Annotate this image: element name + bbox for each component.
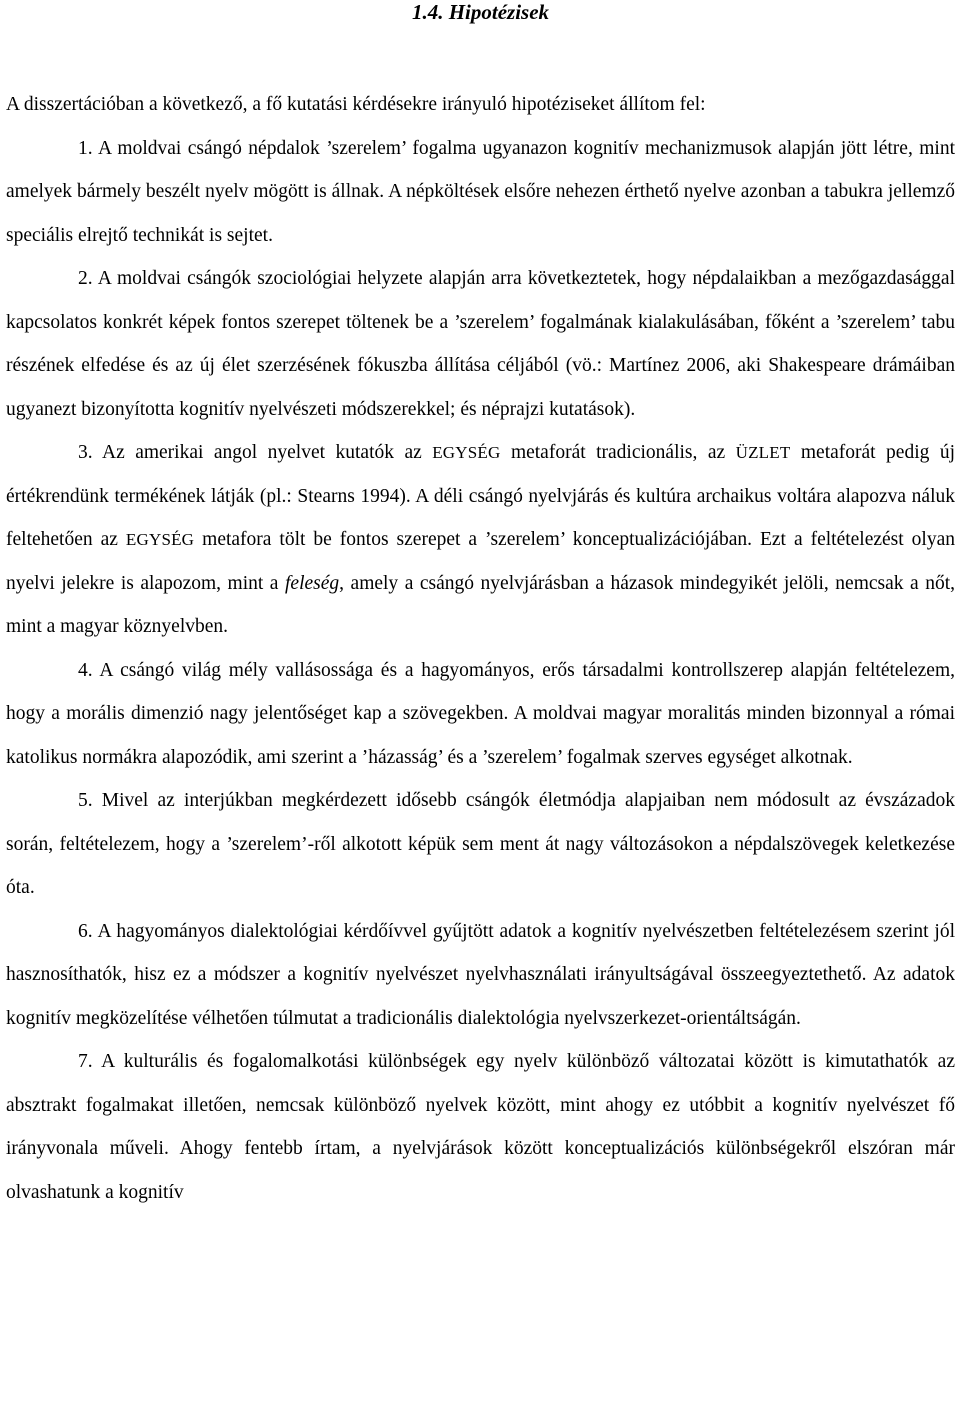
- intro-paragraph: A disszertációban a következő, a fő kutatási kérdésekre irányuló hipotéziseket állítom fel:: [6, 94, 706, 115]
- unity-metaphor-term: EGYSÉG: [432, 443, 501, 462]
- document-page: [6, 0, 955, 1214]
- hypothesis-3-text-e: , amely a csángó nyelvjárásban a házasok mindegyikét jelöli, nemcsak a nőt, mint a magyar köznyelvben.: [6, 572, 956, 637]
- hypothesis-5: 5. Mivel az interjúkban megkérdezett idősebb csángók életmódja alapjaiban nem módosult az évszázadok során, feltételezem, hogy a ’szerelem’-ről alkotott képük sem ment át nagy változásokon a népdalszövegek keletkezése óta.: [6, 790, 955, 898]
- hypothesis-3-text-c: metaforát pedig új értékrendünk termékének látják (pl.: Stearns 1994). A déli csángó nyelvjárás és kultúra archaikus voltára alapozva náluk feltehetően az: [6, 442, 955, 550]
- section-heading: 1.4. Hipotézisek: [411, 0, 550, 24]
- hypothesis-3-text-d: metafora tölt be fontos szerepet a ’szerelem’ konceptualizációjában. Ezt a feltételezést olyan nyelvi jelekre is alapozom, mint a: [6, 529, 955, 594]
- unity-metaphor-term-2: EGYSÉG: [125, 530, 195, 549]
- hypothesis-3: [6, 431, 955, 649]
- hypothesis-2: 2. A moldvai csángók szociológiai helyzete alapján arra következtetek, hogy népdalaikban a mezőgazdasággal kapcsolatos konkrét képek fontos szerepet töltenek be a ’szerelem’ fogalmának kialakulásában, főként a ’szerelem’ tabu részének elfedése és az új élet szerzésének fókuszba állítása céljából (vö.: Martínez 2006, aki Shakespeare drámáiban ugyanezt bizonyította kognitív nyelvészeti módszerekkel; és néprajzi kutatások).: [6, 268, 955, 420]
- hypothesis-3-text-a: 3. Az amerikai angol nyelvet kutatók az: [78, 442, 433, 463]
- hypothesis-4: 4. A csángó világ mély vallásossága és a hagyományos, erős társadalmi kontrollszerep alapján feltételezem, hogy a morális dimenzió nagy jelentőséget kap a szövegekben. A moldvai magyar moralitás minden bizonnyal a római katolikus normákra alapozódik, ami szerint a ’házasság’ és a ’szerelem’ fogalmak szerves egységet alkotnak.: [6, 659, 955, 768]
- hypothesis-6: 6. A hagyományos dialektológiai kérdőívvel gyűjtött adatok a kognitív nyelvészetben feltételezésem szerint jól hasznosíthatók, hisz ez a módszer a kognitív nyelvészet nyelvhasználati irányultságával összeegyeztethető. Az adatok kognitív megközelítése vélhetően túlmutat a tradicionális dialektológia nyelvszerkezet-orientáltságán.: [6, 920, 955, 1029]
- wife-term: feleség: [285, 572, 340, 594]
- hypothesis-7: 7. A kulturális és fogalomalkotási különbségek egy nyelv különböző változatai között is kimutathatók az absztrakt fogalmakat illetően, nemcsak különböző nyelvek között, mint ahogy ez utóbbit a kognitív nyelvészet fő irányvonala műveli. Ahogy fentebb írtam, a nyelvjárások között konceptualizációs különbségekről elszóran már olvashatunk a kognitív: [6, 1051, 955, 1203]
- business-metaphor-term: ÜZLET: [735, 443, 791, 462]
- hypothesis-3-text-b: metaforát tradicionális, az: [500, 442, 736, 463]
- hypothesis-1: 1. A moldvai csángó népdalok ’szerelem’ fogalma ugyanazon kognitív mechanizmusok alapján jött létre, mint amelyek bármely beszélt nyelv mögött is állnak. A népköltések elsőre nehezen érthető nyelve azonban a tabukra jellemző speciális elrejtő technikát is sejtet.: [6, 137, 955, 246]
